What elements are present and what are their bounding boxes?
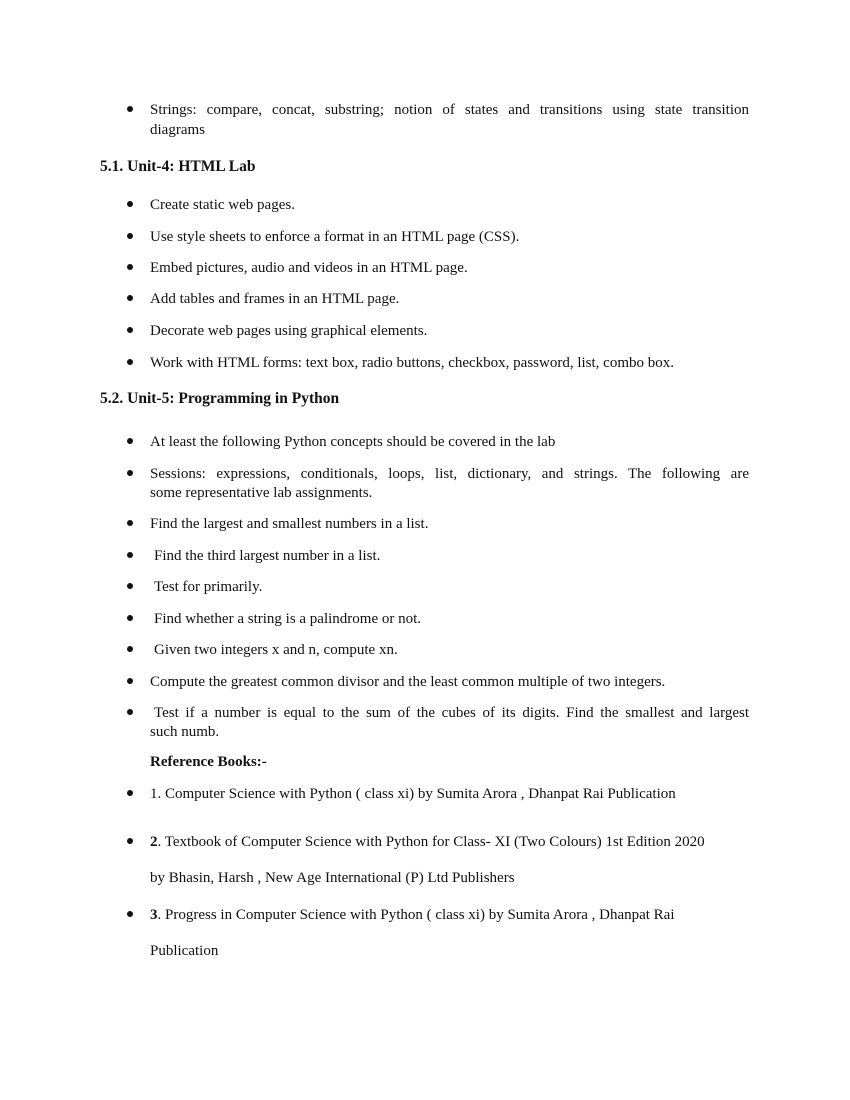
bullet-icon — [126, 196, 134, 204]
bullet-icon — [126, 906, 134, 914]
bullet-icon — [126, 290, 134, 298]
list-item: Add tables and frames in an HTML page. — [150, 291, 400, 307]
reference-book-2 — [150, 833, 705, 851]
reference-book-1: 1. Computer Science with Python ( class xi) by Sumita Arora , Dhanpat Rai Publication — [150, 786, 676, 802]
reference-books-heading: Reference Books:- — [150, 754, 267, 770]
list-item: Test for primarily. — [154, 579, 263, 595]
list-item: Find whether a string is a palindrome or not. — [154, 611, 422, 627]
bullet-icon — [126, 322, 134, 330]
unit5-heading: 5.2. Unit-5: Programming in Python — [100, 390, 340, 407]
list-item-continued: such numb. — [150, 724, 220, 740]
list-item: At least the following Python concepts should be covered in the lab — [150, 434, 556, 450]
list-item: Find the largest and smallest numbers in a list. — [150, 516, 429, 532]
bullet-icon — [126, 259, 134, 267]
bullet-icon — [126, 785, 134, 793]
book-title: . Textbook of Computer Science with Python for Class- XI (Two Colours) 1st Edition 2020 — [157, 834, 705, 850]
list-item: Embed pictures, audio and videos in an HTML page. — [150, 260, 468, 276]
strings-item-line1: Strings: compare, concat, substring; notion of states and transitions using state transition — [150, 102, 749, 118]
bullet-icon — [126, 101, 134, 109]
bullet-icon — [126, 354, 134, 362]
bullet-icon — [126, 610, 134, 618]
bullet-icon — [126, 704, 134, 712]
reference-book-3-continued: Publication — [150, 943, 219, 959]
list-item: Decorate web pages using graphical elements. — [150, 323, 428, 339]
list-item-continued: some representative lab assignments. — [150, 485, 373, 501]
list-item: Create static web pages. — [150, 197, 295, 213]
list-item: Compute the greatest common divisor and the least common multiple of two integers. — [150, 674, 666, 690]
reference-book-3 — [150, 906, 675, 924]
list-item: Use style sheets to enforce a format in an HTML page (CSS). — [150, 229, 520, 245]
reference-book-2-continued: by Bhasin, Harsh , New Age International (P) Ltd Publishers — [150, 870, 515, 886]
bullet-icon — [126, 228, 134, 236]
book-title: . Progress in Computer Science with Python ( class xi) by Sumita Arora , Dhanpat Rai — [157, 907, 675, 923]
book-number: 2 — [150, 834, 158, 850]
bullet-icon — [126, 578, 134, 586]
list-item: Test if a number is equal to the sum of the cubes of its digits. Find the smallest and largest — [154, 705, 749, 721]
book-number: 3 — [150, 907, 158, 923]
list-item: Sessions: expressions, conditionals, loops, list, dictionary, and strings. The following are — [150, 466, 749, 482]
bullet-icon — [126, 641, 134, 649]
bullet-icon — [126, 515, 134, 523]
bullet-icon — [126, 465, 134, 473]
list-item: Work with HTML forms: text box, radio buttons, checkbox, password, list, combo box. — [150, 355, 675, 371]
bullet-icon — [126, 433, 134, 441]
bullet-icon — [126, 673, 134, 681]
strings-item-line2: diagrams — [150, 122, 205, 138]
bullet-icon — [126, 833, 134, 841]
unit4-heading: 5.1. Unit-4: HTML Lab — [100, 158, 256, 175]
list-item: Given two integers x and n, compute xn. — [154, 642, 398, 658]
bullet-icon — [126, 547, 134, 555]
list-item: Find the third largest number in a list. — [154, 548, 381, 564]
